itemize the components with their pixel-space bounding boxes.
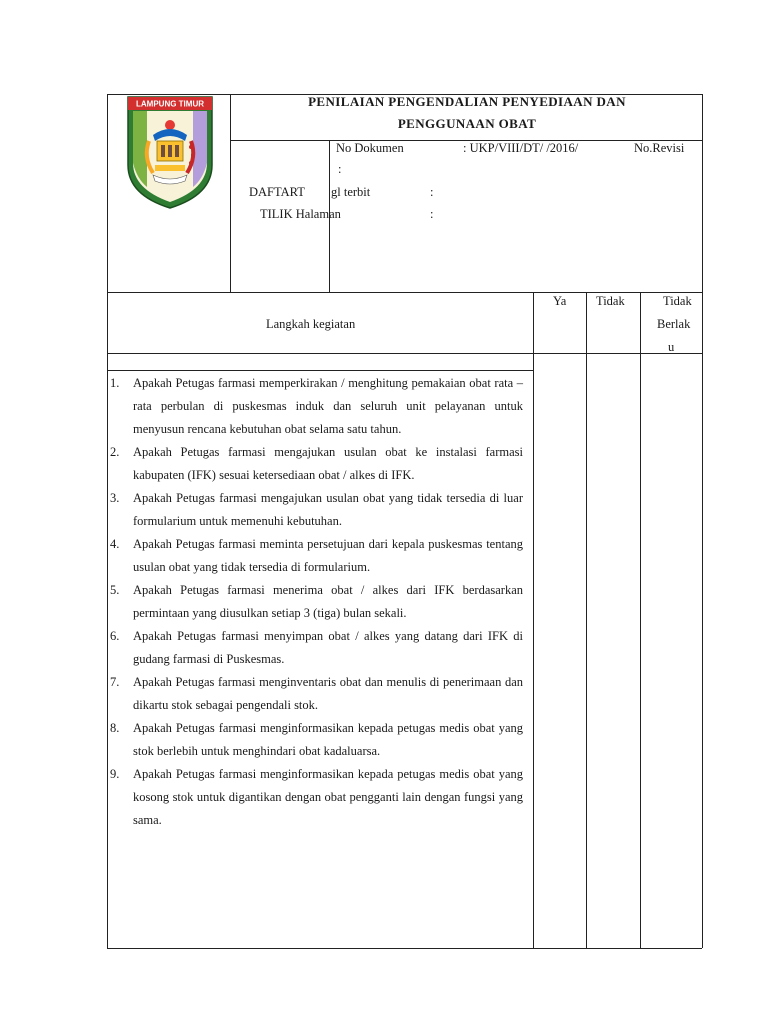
no-dokumen-label: No Dokumen	[336, 141, 404, 155]
logo-cell-divider	[230, 94, 231, 292]
item-number: 1.	[110, 376, 120, 390]
item-text: Apakah Petugas farmasi memperkirakan / menghitung pemakaian obat rata – rata perbulan di puskesmas induk dan seluruh unit pelayanan untuk menyusun rencana kebutuhan obat selama satu tahun.	[133, 376, 523, 436]
column-header-langkah-kegiatan: Langkah kegiatan	[266, 317, 356, 331]
item-text: Apakah Petugas farmasi menyimpan obat / alkes yang datang dari IFK di gudang farmasi di Puskesmas.	[133, 629, 523, 666]
item-number: 3.	[110, 491, 120, 505]
item-number: 9.	[110, 767, 120, 781]
item-text: Apakah Petugas farmasi menerima obat / alkes dari IFK berdasarkan permintaan yang diusulkan setiap 3 (tiga) bulan sekali.	[133, 583, 523, 620]
checklist-item	[107, 487, 533, 533]
daftar-label: DAFTART	[249, 185, 305, 199]
checklist-item	[107, 671, 533, 717]
item-text: Apakah Petugas farmasi menginventaris obat dan menulis di penerimaan dan dikartu stok sebagai pengendali stok.	[133, 675, 523, 712]
item-text: Apakah Petugas farmasi menginformasikan kepada petugas medis obat yang kosong stok untuk digantikan dengan obat pengganti lain dengan fungsi yang sama.	[133, 767, 523, 827]
item-text: Apakah Petugas farmasi mengajukan usulan obat yang tidak tersedia di luar formularium untuk memenuhi kebutuhan.	[133, 491, 523, 528]
tidak-column-divider	[586, 292, 587, 948]
item-number: 4.	[110, 537, 120, 551]
item-text: Apakah Petugas farmasi meminta persetujuan dari kepala puskesmas tentang usulan obat yang tidak tersedia di formularium.	[133, 537, 523, 574]
column-header-tidak-berlaku-2: Berlak	[657, 317, 691, 331]
tgl-terbit-label: gl terbit	[331, 185, 371, 199]
ya-column-divider	[533, 292, 534, 948]
document-title-line1: PENILAIAN PENGENDALIAN PENYEDIAAN DAN	[308, 94, 626, 109]
column-header-tidak-berlaku-1: Tidak	[663, 294, 692, 308]
table-border-right	[702, 94, 703, 948]
checklist-item	[107, 533, 533, 579]
document-title-line2: PENGGUNAAN OBAT	[397, 116, 537, 131]
checklist-items	[107, 372, 533, 832]
checklist-item	[107, 763, 533, 832]
item-text: Apakah Petugas farmasi mengajukan usulan obat ke instalasi farmasi kabupaten (IFK) sesuai ketersediaan obat / alkes di IFK.	[133, 445, 523, 482]
no-revisi-label: No.Revisi	[634, 141, 685, 155]
no-revisi-colon: :	[338, 162, 342, 176]
table-border-bottom	[107, 948, 702, 949]
item-text: Apakah Petugas farmasi menginformasikan kepada petugas medis obat yang stok berlebih untuk menghindari obat kadaluarsa.	[133, 721, 523, 758]
checklist-item	[107, 579, 533, 625]
column-header-bottom-border	[107, 353, 702, 354]
item-number: 2.	[110, 445, 120, 459]
checklist-item	[107, 625, 533, 671]
no-dokumen-value: : UKP/VIII/DT/ /2016/	[463, 141, 579, 155]
svg-text:LAMPUNG TIMUR: LAMPUNG TIMUR	[136, 99, 204, 109]
checklist-item	[107, 717, 533, 763]
checklist-item	[107, 372, 533, 441]
header-bottom-border	[107, 292, 702, 293]
lampung-timur-logo-icon	[125, 95, 215, 210]
column-header-tidak-berlaku-3: u	[668, 340, 675, 354]
halaman-colon: :	[430, 207, 434, 221]
tgl-terbit-colon: :	[430, 185, 434, 199]
checklist-item	[107, 441, 533, 487]
item-number: 5.	[110, 583, 120, 597]
tilik-halaman-label: TILIK Halaman	[260, 207, 341, 221]
item-number: 6.	[110, 629, 120, 643]
item-number: 7.	[110, 675, 120, 689]
column-header-tidak: Tidak	[596, 294, 625, 308]
spacer-row-border	[107, 370, 533, 371]
tidak-berlaku-column-divider	[640, 292, 641, 948]
column-header-ya: Ya	[553, 294, 567, 308]
item-number: 8.	[110, 721, 120, 735]
